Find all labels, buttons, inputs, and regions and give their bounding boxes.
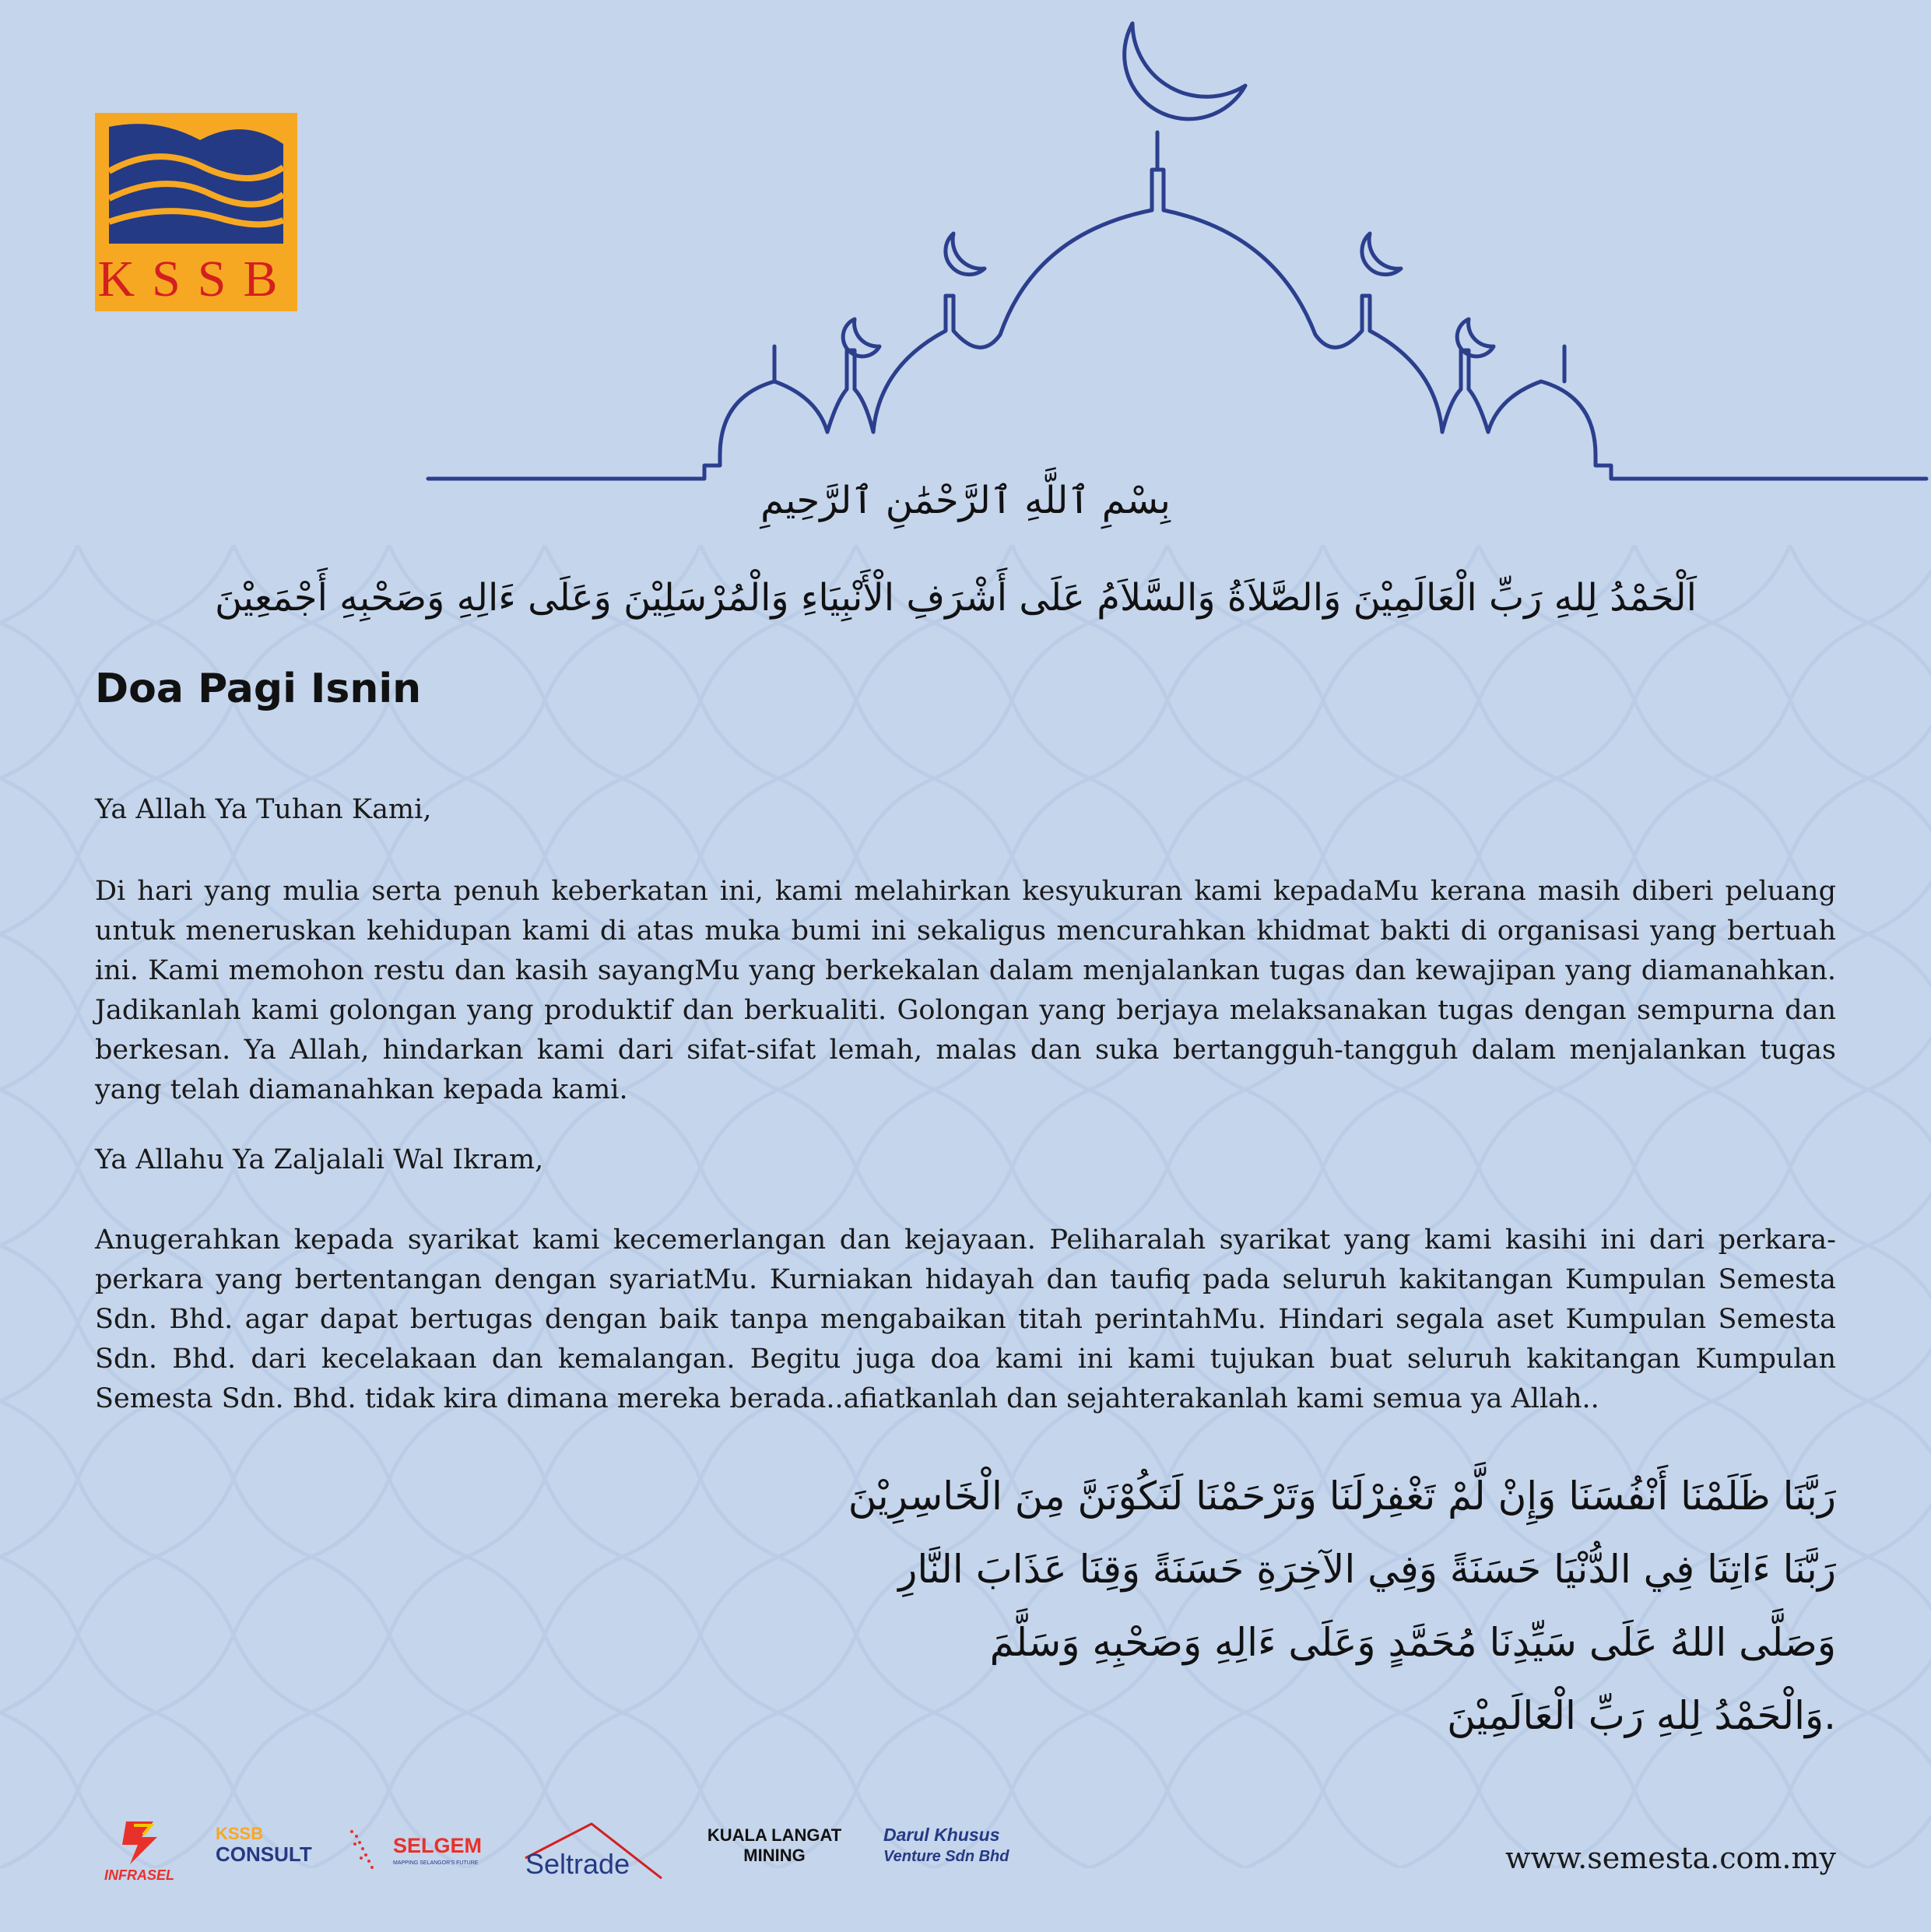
paragraph-1-container xyxy=(95,872,1836,1110)
closing-prayer xyxy=(746,1460,1836,1752)
paragraph-2: Anugerahkan kepada syarikat kami kecemerlangan dan kejayaan. Peliharalah syarikat yang kami kasihi ini dari perkara-perkara yang bertentangan dengan syariatMu. Kurniakan hidayah dan taufiq pada seluruh kakitangan Kumpulan Semesta Sdn. Bhd. agar dapat bertugas dengan baik tanpa mengabaikan titah perintahMu. Hindari segala aset Kumpulan Semesta Sdn. Bhd. dari kecelakaan dan kemalangan. Begitu juga doa kami ini kami tujukan buat seluruh kakitangan Kumpulan Semesta Sdn. Bhd. tidak kira dimana mereka berada..afiatkanlah dan sejahterakanlah kami semua ya Allah.. xyxy=(95,1224,1836,1414)
kuala-langat-line2: MINING xyxy=(743,1846,806,1865)
page-title: Doa Pagi Isnin xyxy=(95,666,422,712)
salutation-2: Ya Allahu Ya Zaljalali Wal Ikram, xyxy=(95,1144,544,1175)
infrasel-logo xyxy=(95,1818,184,1884)
paragraph-1: Di hari yang mulia serta penuh keberkatan ini, kami melahirkan kesyukuran kami kepadaMu kerana masih diberi peluang untuk meneruskan kehidupan kami di atas muka bumi ini sekaligus mencurahkan khidmat bakti di organisasi yang bertuah ini. Kami memohon restu dan kasih sayangMu yang berkekalan dalam menjalankan tugas dan kewajipan yang diamanahkan. Jadikanlah kami golongan yang produktif dan berkualiti. Golongan yang berjaya melaksanakan tugas dengan sempurna dan berkesan. Ya Allah, hindarkan kami dari sifat-sifat lemah, malas dan suka bertangguh-tangguh dalam menjalankan tugas yang telah diamanahkan kepada kami. xyxy=(95,876,1836,1105)
darul-khusus-line2: Venture Sdn Bhd xyxy=(883,1848,1009,1865)
salutation-1: Ya Allah Ya Tuhan Kami, xyxy=(95,794,432,825)
hamdalah: اَلْحَمْدُ لِلهِ رَبِّ الْعَالَمِيْنَ وَالصَّلاَةُ وَالسَّلاَمُ عَلَى أَشْرَفِ الْأَنْبِيَاءِ وَالْمُرْسَلِيْنَ وَعَلَى ءَالِهِ وَصَحْبِهِ أَجْمَعِيْنَ xyxy=(214,576,1697,620)
closing-line-3: وَصَلَّى اللهُ عَلَى سَيِّدِنَا مُحَمَّدٍ وَعَلَى ءَالِهِ وَصَحْبِهِ وَسَلَّمَ xyxy=(989,1620,1836,1665)
kssb-logo xyxy=(95,113,297,311)
mosque-illustration xyxy=(424,8,1931,490)
paragraph-2-container xyxy=(95,1221,1836,1419)
closing-line-1: رَبَّنَا ظَلَمْنَا أَنْفُسَنَا وَإِنْ لَّمْ تَغْفِرْلَنَا وَتَرْحَمْنَا لَنَكُوْنَنَّ مِنَ الْخَاسِرِيْنَ xyxy=(848,1474,1836,1519)
closing-line-4: .وَالْحَمْدُ لِلهِ رَبِّ الْعَالَمِيْنَ xyxy=(1447,1693,1836,1738)
seltrade-logo xyxy=(518,1818,665,1884)
closing-line-2: رَبَّنَا ءَاتِنَا فِي الدُّنْيَا حَسَنَةً وَفِي الآخِرَةِ حَسَنَةً وَقِنَا عَذَابَ النَّارِ xyxy=(898,1547,1836,1592)
selgem-tagline: MAPPING SELANGOR'S FUTURE xyxy=(393,1860,479,1866)
kssb-consult-bottom: CONSULT xyxy=(216,1842,312,1866)
website-link[interactable]: www.semesta.com.my xyxy=(1505,1841,1836,1875)
logo-text: KSSB xyxy=(97,251,295,307)
selgem-logo xyxy=(342,1818,490,1884)
seltrade-text: Seltrade xyxy=(525,1848,630,1880)
selgem-text: SELGEM xyxy=(393,1834,483,1857)
infrasel-text: INFRASEL xyxy=(104,1867,174,1883)
bismillah: بِسْمِ ٱللَّهِ ٱلرَّحْمَٰنِ ٱلرَّحِيمِ xyxy=(760,479,1171,522)
darul-khusus-logo xyxy=(879,1818,1051,1884)
kssb-consult-logo xyxy=(212,1818,328,1884)
kuala-langat-line1: KUALA LANGAT xyxy=(707,1825,842,1845)
kssb-consult-top: KSSB xyxy=(216,1824,264,1843)
kuala-langat-logo xyxy=(689,1818,860,1884)
darul-khusus-line1: Darul Khusus xyxy=(883,1825,1000,1845)
